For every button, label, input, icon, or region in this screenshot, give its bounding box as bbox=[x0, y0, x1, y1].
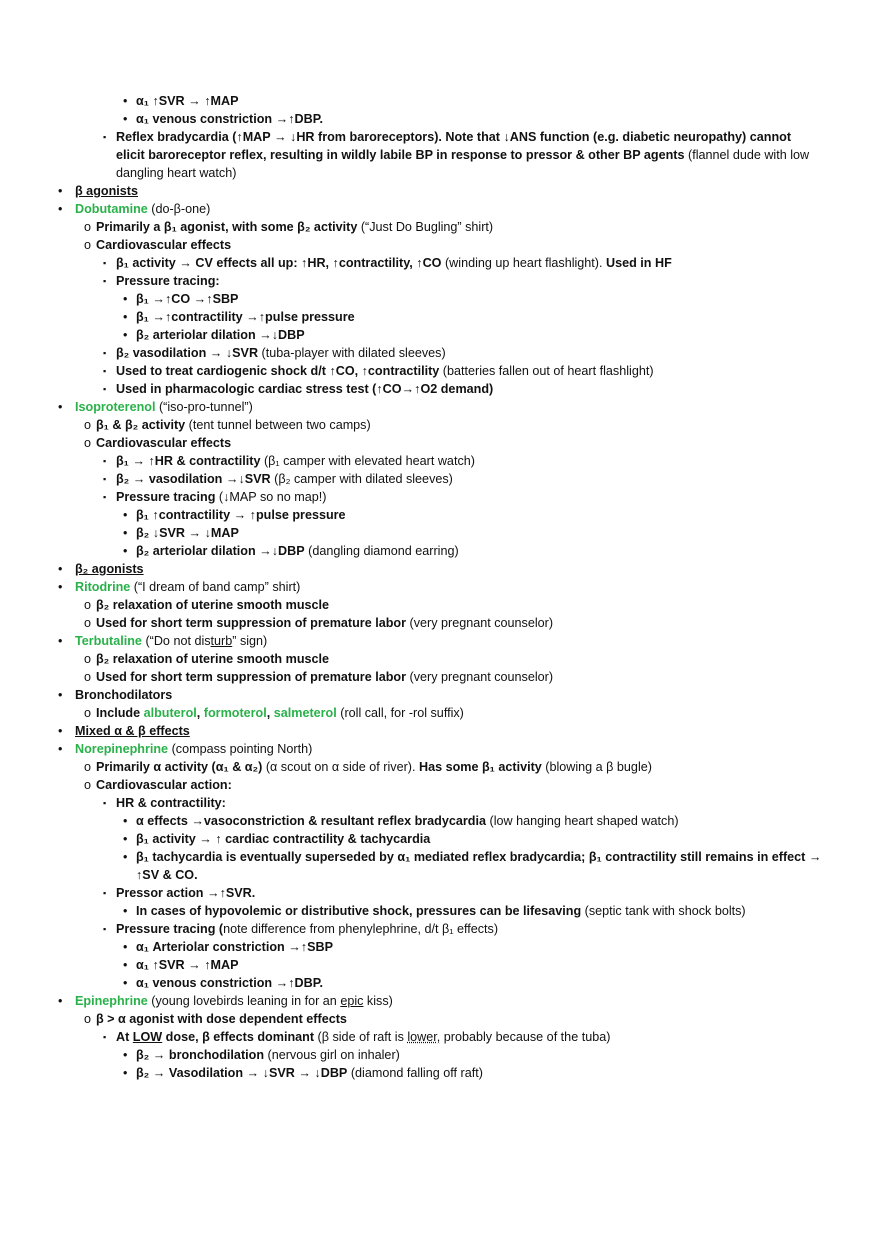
drug-name: Ritodrine bbox=[75, 580, 131, 594]
outline-item-level-1 bbox=[0, 182, 880, 200]
outline-text: β₂ → vasodilation →↓SVR bbox=[116, 472, 271, 486]
outline-text: probably because of the tuba) bbox=[440, 1030, 611, 1044]
outline-text: (low hanging heart shaped watch) bbox=[486, 814, 679, 828]
outline-item-level-4 bbox=[0, 1046, 880, 1064]
outline-text: (young lovebirds leaning in for an bbox=[147, 994, 341, 1008]
bullet-marker: • bbox=[58, 562, 63, 576]
bullet-marker: • bbox=[58, 400, 63, 414]
outline-text: Primarily a β₁ agonist, with some β₂ activity bbox=[96, 220, 358, 234]
bullet-marker: • bbox=[58, 994, 63, 1008]
outline-text: (tent tunnel between two camps) bbox=[185, 418, 371, 432]
bullet-marker: • bbox=[123, 904, 128, 918]
outline-text: (β₂ camper with dilated sleeves) bbox=[270, 472, 453, 486]
outline-item-level-2 bbox=[0, 668, 880, 686]
bullet-marker: • bbox=[123, 832, 128, 846]
outline-text: Reflex bradycardia (↑MAP → ↓HR from baroreceptors). Note that ↓ANS function (e.g. diabetic neuropathy) cannot elicit baroreceptor reflex, resulting in wildly labile BP in response to pressor & other BP agents bbox=[116, 130, 792, 162]
outline-text: At bbox=[116, 1030, 133, 1044]
outline-text: dose, β effects dominant bbox=[162, 1030, 315, 1044]
outline-item-level-3 bbox=[0, 1028, 880, 1046]
bullet-marker: • bbox=[123, 292, 128, 306]
outline-text: (roll call, for -rol suffix) bbox=[336, 706, 464, 720]
bullet-marker: ▪ bbox=[103, 474, 107, 484]
bullet-marker: • bbox=[123, 112, 128, 126]
outline-text: ” sign) bbox=[232, 634, 268, 648]
outline-text: kiss) bbox=[363, 994, 393, 1008]
outline-text: (α scout on α side of river). bbox=[262, 760, 419, 774]
outline-text: Used to treat cardiogenic shock d/t ↑CO, ↑contractility bbox=[116, 364, 440, 378]
outline-text: (β₁ camper with elevated heart watch) bbox=[260, 454, 475, 468]
bullet-marker: • bbox=[123, 1048, 128, 1062]
outline-item-level-4 bbox=[0, 506, 880, 524]
outline-text: (winding up heart flashlight). bbox=[441, 256, 606, 270]
outline-item-level-4 bbox=[0, 848, 836, 884]
outline-item-level-2 bbox=[0, 758, 880, 776]
outline-item-level-4 bbox=[0, 308, 880, 326]
outline-item-level-2 bbox=[0, 596, 880, 614]
outline-item-level-3 bbox=[0, 344, 880, 362]
outline-text: β > α agonist with dose dependent effects bbox=[96, 1012, 347, 1026]
bullet-marker: ▪ bbox=[103, 456, 107, 466]
outline-text: Cardiovascular effects bbox=[96, 436, 232, 450]
bullet-marker: o bbox=[84, 760, 92, 774]
outline-text: (“I dream of band camp” shirt) bbox=[130, 580, 301, 594]
outline-text: β₂ → bronchodilation bbox=[136, 1048, 265, 1062]
outline-text: β₁ activity → ↑ cardiac contractility & tachycardia bbox=[136, 832, 431, 846]
drug-name: formoterol bbox=[203, 706, 267, 720]
outline-text: β₁ → ↑HR & contractility bbox=[116, 454, 261, 468]
bullet-marker: o bbox=[84, 1012, 92, 1026]
outline-item-level-3 bbox=[0, 488, 880, 506]
outline-item-level-4 bbox=[0, 830, 880, 848]
outline-text: Used for short term suppression of premature labor bbox=[96, 616, 407, 630]
outline-text: (↓MAP so no map!) bbox=[215, 490, 327, 504]
drug-name: Norepinephrine bbox=[75, 742, 169, 756]
bullet-marker: o bbox=[84, 706, 92, 720]
outline-item-level-3 bbox=[0, 254, 880, 272]
outline-text: β₂ relaxation of uterine smooth muscle bbox=[96, 652, 330, 666]
bullet-marker: ▪ bbox=[103, 798, 107, 808]
outline-text: Mixed α & β effects bbox=[75, 724, 190, 738]
bullet-marker: ▪ bbox=[103, 366, 107, 376]
outline-text: α₁ ↑SVR → ↑MAP bbox=[136, 958, 239, 972]
outline-text: Used in pharmacologic cardiac stress test (↑CO→↑O2 demand) bbox=[116, 382, 494, 396]
outline-item-level-4 bbox=[0, 110, 880, 128]
bullet-marker: • bbox=[123, 310, 128, 324]
outline-text: α effects →vasoconstriction & resultant reflex bradycardia bbox=[136, 814, 486, 828]
drug-name: Epinephrine bbox=[75, 994, 148, 1008]
notes-page bbox=[0, 92, 880, 1082]
outline-text: Include bbox=[96, 706, 144, 720]
bullet-marker: • bbox=[58, 742, 63, 756]
outline-text: β₁ tachycardia is eventually superseded by α₁ mediated reflex bradycardia; β₁ contractility still remains in effect → ↑SV & CO. bbox=[136, 850, 822, 882]
outline-item-level-3 bbox=[0, 920, 880, 938]
bullet-marker: o bbox=[84, 670, 92, 684]
outline-text: β₁ ↑contractility → ↑pulse pressure bbox=[136, 508, 346, 522]
outline-text: turb bbox=[210, 634, 233, 648]
bullet-marker: ▪ bbox=[103, 348, 107, 358]
bullet-marker: o bbox=[84, 778, 92, 792]
outline-text: lower, bbox=[407, 1030, 441, 1044]
outline-item-level-2 bbox=[0, 434, 880, 452]
outline-text: (“iso-pro-tunnel”) bbox=[155, 400, 253, 414]
outline-text: Cardiovascular action: bbox=[96, 778, 232, 792]
outline-text: β₂ relaxation of uterine smooth muscle bbox=[96, 598, 330, 612]
outline-item-level-2 bbox=[0, 416, 880, 434]
bullet-marker: • bbox=[123, 976, 128, 990]
outline-text: (blowing a β bugle) bbox=[541, 760, 652, 774]
bullet-marker: • bbox=[123, 328, 128, 342]
outline-item-level-3 bbox=[0, 452, 880, 470]
outline-item-level-4 bbox=[0, 974, 880, 992]
outline-text: epic bbox=[340, 994, 364, 1008]
outline-item-level-3 bbox=[0, 362, 880, 380]
bullet-marker: o bbox=[84, 652, 92, 666]
outline-text: Pressure tracing ( bbox=[116, 922, 224, 936]
outline-item-level-1 bbox=[0, 632, 880, 650]
outline-text: α₁ venous constriction →↑DBP. bbox=[136, 112, 323, 126]
outline-text: (very pregnant counselor) bbox=[406, 616, 554, 630]
outline-item-level-3 bbox=[0, 884, 880, 902]
bullet-marker: o bbox=[84, 436, 92, 450]
bullet-marker: • bbox=[58, 724, 63, 738]
outline-item-level-1 bbox=[0, 740, 880, 758]
outline-text: , bbox=[196, 706, 204, 720]
bullet-marker: • bbox=[123, 850, 128, 864]
bullet-marker: ▪ bbox=[103, 492, 107, 502]
bullet-marker: o bbox=[84, 220, 92, 234]
outline-item-level-4 bbox=[0, 92, 880, 110]
outline-item-level-1 bbox=[0, 992, 880, 1010]
outline-text: β₁ →↑CO →↑SBP bbox=[136, 292, 239, 306]
outline-item-level-2 bbox=[0, 236, 880, 254]
outline-item-level-3 bbox=[0, 128, 816, 182]
outline-item-level-3 bbox=[0, 380, 880, 398]
outline-item-level-2 bbox=[0, 650, 880, 668]
bullet-marker: • bbox=[123, 94, 128, 108]
outline-item-level-1 bbox=[0, 398, 880, 416]
outline-text: Has some β₁ activity bbox=[418, 760, 542, 774]
outline-item-level-4 bbox=[0, 902, 880, 920]
outline-text: Pressure tracing: bbox=[116, 274, 220, 288]
outline-item-level-1 bbox=[0, 560, 880, 578]
outline-text: β₂ arteriolar dilation →↓DBP bbox=[136, 328, 305, 342]
bullet-marker: ▪ bbox=[103, 132, 107, 142]
bullet-marker: • bbox=[58, 580, 63, 594]
bullet-marker: ▪ bbox=[103, 258, 107, 268]
outline-text: β₁ activity → CV effects all up: ↑HR, ↑contractility, ↑CO bbox=[116, 256, 442, 270]
outline-item-level-4 bbox=[0, 542, 880, 560]
bullet-marker: ▪ bbox=[103, 276, 107, 286]
outline-text: Cardiovascular effects bbox=[96, 238, 232, 252]
drug-name: albuterol bbox=[143, 706, 197, 720]
bullet-marker: • bbox=[123, 544, 128, 558]
outline-text: β₂ → Vasodilation → ↓SVR → ↓DBP bbox=[136, 1066, 348, 1080]
outline-item-level-2 bbox=[0, 1010, 880, 1028]
bullet-marker: • bbox=[123, 940, 128, 954]
outline-text: Pressure tracing bbox=[116, 490, 216, 504]
outline-text: (diamond falling off raft) bbox=[347, 1066, 483, 1080]
outline-text: (β side of raft is bbox=[314, 1030, 408, 1044]
outline-text: α₁ venous constriction →↑DBP. bbox=[136, 976, 323, 990]
outline-text: β₂ ↓SVR → ↓MAP bbox=[136, 526, 239, 540]
outline-item-level-4 bbox=[0, 326, 880, 344]
outline-item-level-1 bbox=[0, 686, 880, 704]
outline-text: (flannel dude with low dangling heart watch) bbox=[116, 148, 810, 180]
outline-text: β₂ arteriolar dilation →↓DBP bbox=[136, 544, 305, 558]
bullet-marker: o bbox=[84, 616, 92, 630]
outline-item-level-2 bbox=[0, 218, 880, 236]
outline-text: Primarily α activity (α₁ & α₂) bbox=[96, 760, 263, 774]
bullet-marker: ▪ bbox=[103, 888, 107, 898]
outline-item-level-1 bbox=[0, 200, 880, 218]
outline-item-level-4 bbox=[0, 938, 880, 956]
outline-item-level-4 bbox=[0, 290, 880, 308]
outline-text: α₁ Arteriolar constriction →↑SBP bbox=[136, 940, 333, 954]
drug-name: Isoproterenol bbox=[75, 400, 156, 414]
outline-item-level-1 bbox=[0, 722, 880, 740]
outline-text: (batteries fallen out of heart flashlight) bbox=[439, 364, 654, 378]
bullet-marker: • bbox=[58, 634, 63, 648]
bullet-marker: • bbox=[123, 814, 128, 828]
bullet-marker: • bbox=[123, 526, 128, 540]
outline-text: (nervous girl on inhaler) bbox=[264, 1048, 400, 1062]
outline-item-level-2 bbox=[0, 614, 880, 632]
bullet-marker: • bbox=[123, 508, 128, 522]
outline-text: β₁ →↑contractility →↑pulse pressure bbox=[136, 310, 355, 324]
outline-text: β₂ vasodilation → ↓SVR bbox=[116, 346, 259, 360]
outline-text: (septic tank with shock bolts) bbox=[581, 904, 746, 918]
outline-item-level-3 bbox=[0, 470, 880, 488]
outline-item-level-4 bbox=[0, 524, 880, 542]
outline-text: Used in HF bbox=[606, 256, 672, 270]
bullet-marker: o bbox=[84, 598, 92, 612]
outline-text: Pressor action →↑SVR. bbox=[116, 886, 256, 900]
outline-item-level-4 bbox=[0, 1064, 880, 1082]
outline-text: Bronchodilators bbox=[75, 688, 173, 702]
bullet-marker: o bbox=[84, 418, 92, 432]
outline-item-level-2 bbox=[0, 704, 880, 722]
outline-text: β agonists bbox=[75, 184, 138, 198]
bullet-marker: • bbox=[123, 958, 128, 972]
outline-text: α₁ ↑SVR → ↑MAP bbox=[136, 94, 239, 108]
outline-text: (very pregnant counselor) bbox=[406, 670, 554, 684]
bullet-marker: • bbox=[123, 1066, 128, 1080]
outline-text: In cases of hypovolemic or distributive shock, pressures can be lifesaving bbox=[136, 904, 582, 918]
outline-item-level-1 bbox=[0, 578, 880, 596]
outline-item-level-2 bbox=[0, 776, 880, 794]
drug-name: salmeterol bbox=[273, 706, 337, 720]
outline-text: LOW bbox=[132, 1030, 163, 1044]
outline-item-level-4 bbox=[0, 812, 880, 830]
outline-text: (do-β-one) bbox=[147, 202, 211, 216]
outline-text: HR & contractility: bbox=[116, 796, 226, 810]
bullet-marker: o bbox=[84, 238, 92, 252]
outline-text: β₁ & β₂ activity bbox=[96, 418, 186, 432]
outline-text: note difference from phenylephrine, d/t β₁ effects) bbox=[223, 922, 499, 936]
outline-text: (“Just Do Bugling” shirt) bbox=[357, 220, 494, 234]
outline-text: (dangling diamond earring) bbox=[304, 544, 459, 558]
outline-text: (compass pointing North) bbox=[168, 742, 313, 756]
outline-text: , bbox=[266, 706, 274, 720]
outline-text: (“Do not dis bbox=[141, 634, 211, 648]
outline-item-level-3 bbox=[0, 794, 880, 812]
outline-item-level-3 bbox=[0, 272, 880, 290]
bullet-marker: ▪ bbox=[103, 1032, 107, 1042]
drug-name: Terbutaline bbox=[75, 634, 142, 648]
bullet-marker: • bbox=[58, 184, 63, 198]
bullet-marker: ▪ bbox=[103, 924, 107, 934]
drug-name: Dobutamine bbox=[75, 202, 148, 216]
bullet-marker: ▪ bbox=[103, 384, 107, 394]
bullet-marker: • bbox=[58, 202, 63, 216]
outline-text: Used for short term suppression of premature labor bbox=[96, 670, 407, 684]
bullet-marker: • bbox=[58, 688, 63, 702]
outline-item-level-4 bbox=[0, 956, 880, 974]
outline-text: (tuba-player with dilated sleeves) bbox=[258, 346, 446, 360]
outline-text: β₂ agonists bbox=[75, 562, 144, 576]
